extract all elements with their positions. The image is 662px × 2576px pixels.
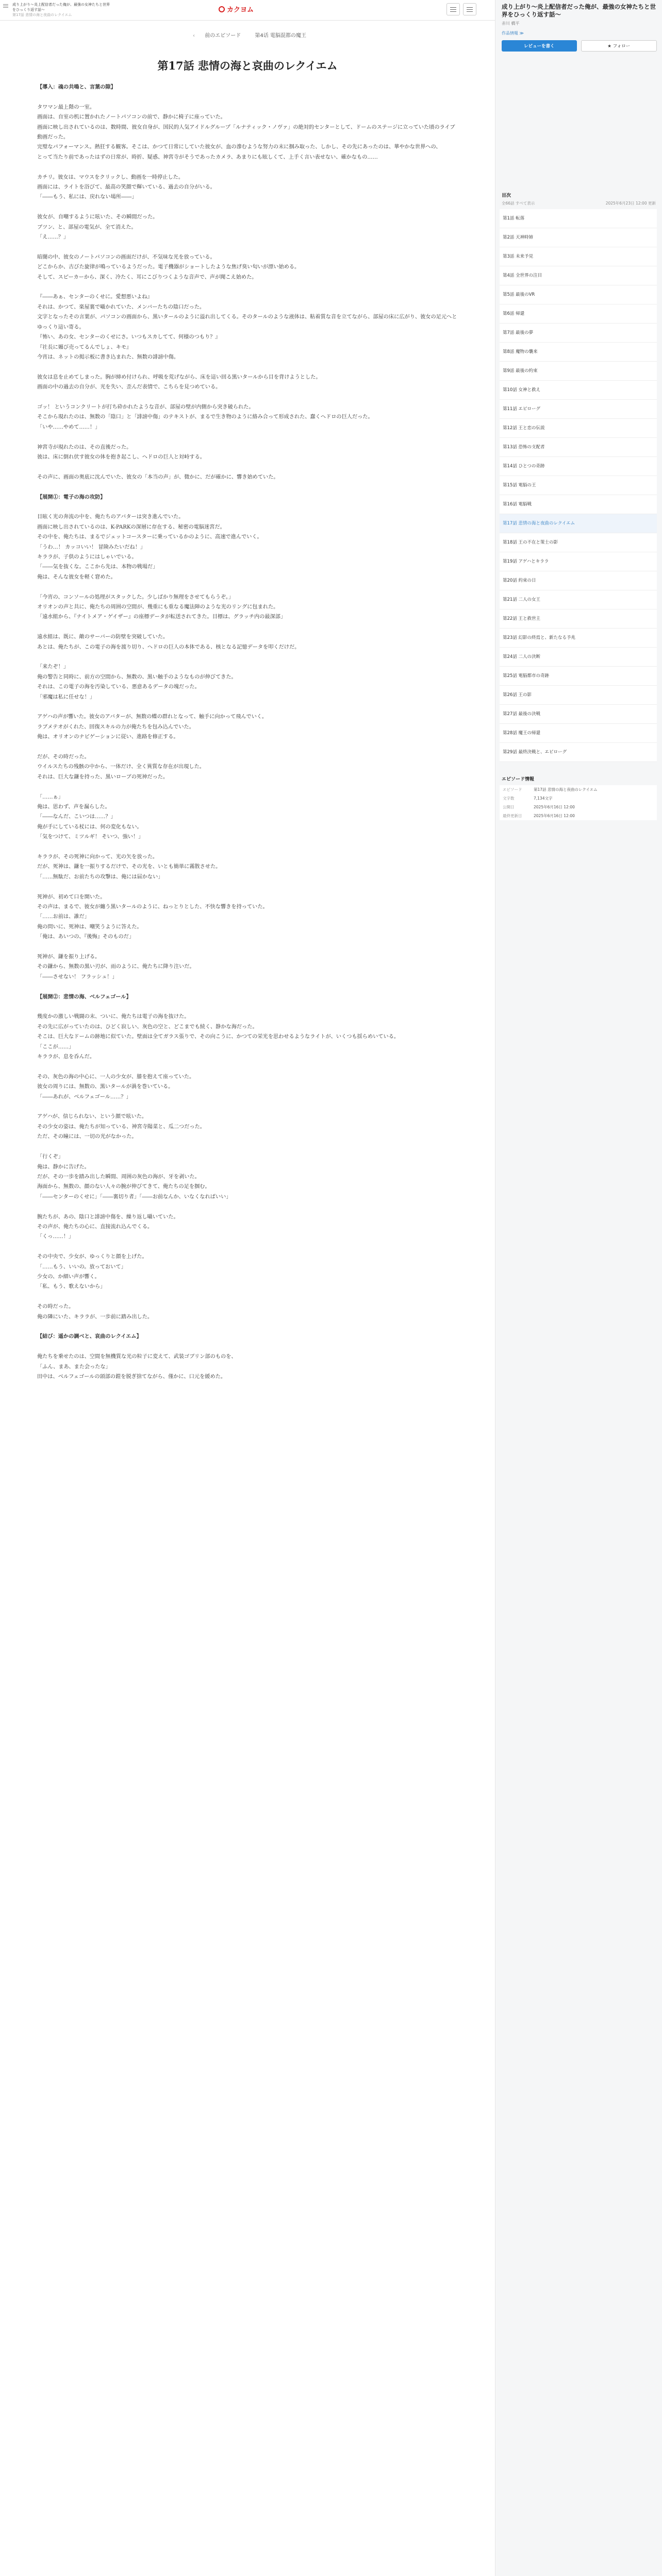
body-paragraph: 「今宵の、コンソールの処理がスタックした。少しばかり無理をさせてもらうぞ。」: [37, 594, 234, 600]
section-heading: 【導入：魂の共鳴と、言葉の隙】: [37, 84, 116, 90]
body-paragraph: 「うわ…！ カッコいい！ 冒険みたいだね！」: [37, 544, 146, 550]
top-bar: [0, 0, 495, 21]
toc-item[interactable]: 第28話 魔王の帰還: [500, 724, 657, 743]
body-paragraph: 『――あぁ、センターのくせに。愛想悪いよね』: [37, 294, 153, 300]
body-paragraph: その声に、画面の奥底に沈んでいた、彼女の「本当の声」が、微かに、だが確かに、響き始めていた。: [37, 474, 279, 480]
body-paragraph: 俺の問いに、死神は、嘲笑うように答えた。: [37, 924, 142, 930]
settings-icon[interactable]: [446, 3, 460, 15]
body-paragraph: その中を、俺たちは、まるでジェットコースターに乗っているかのように、高速で進んでいく。: [37, 534, 262, 540]
body-paragraph: 「――なんだ、こいつは……？」: [37, 814, 116, 820]
body-paragraph: 「――あれが、ベルフェゴール……？」: [37, 1094, 131, 1100]
work-buttons: [502, 40, 657, 52]
body-paragraph: どこからか、古びた旋律が鳴っているようだった。電子機器がショートしたような焦げ臭い匂いが漂い始める。: [37, 264, 300, 270]
episode-info-key: 公開日: [503, 805, 515, 809]
toc-item[interactable]: 第20話 約束の日: [500, 571, 657, 590]
body-paragraph: その時だった。: [37, 1304, 74, 1310]
work-info-link[interactable]: 作品情報 ≫: [502, 31, 524, 36]
body-paragraph: 「ふん、まあ、また会ったな」: [37, 1364, 111, 1370]
body-paragraph: だが、死神は、鎌を一振りするだけで、その光を、いとも簡単に霧散させた。: [37, 864, 221, 870]
body-paragraph: だが、その一歩を踏み出した瞬間、周囲の灰色の海が、牙を剥いた。: [37, 1174, 200, 1180]
body-paragraph: 俺の警告と同時に、前方の空間から、無数の、黒い触手のようなものが伸びてきた。: [37, 674, 237, 680]
toc-item[interactable]: 第2話 天神時姉: [500, 228, 657, 247]
body-paragraph: 「俺は、あいつの、『後悔』そのものだ」: [37, 934, 135, 940]
body-paragraph: タワマン最上階の一室。: [37, 104, 95, 110]
section-heading: 【展開①：電子の海の攻防】: [37, 494, 106, 500]
body-paragraph: 俺は、オリオンのナビゲーションに従い、進路を修正する。: [37, 734, 179, 740]
episode-info-value: 2025年6月16日 12:00: [534, 814, 575, 818]
work-card: [495, 0, 662, 52]
body-paragraph: 画面の中の過去の自分が、光を失い、歪んだ表情で、こちらを見つめている。: [37, 384, 221, 391]
sidebar: [495, 0, 662, 2576]
episode-info-value: 2025年6月16日 12:00: [534, 805, 575, 809]
body-paragraph: 彼女が、自嘲するように呟いた、その瞬間だった。: [37, 214, 158, 221]
toc-item[interactable]: 第26話 王の影: [500, 686, 657, 705]
toc-title: 目次: [502, 193, 511, 198]
body-paragraph: 「行くぞ」: [37, 1154, 63, 1160]
toc-item[interactable]: 第25話 電脳都市の奇跡: [500, 667, 657, 686]
body-paragraph: カチリ。彼女は、マウスをクリックし、動画を一時停止した。: [37, 174, 184, 180]
body-paragraph: [37, 1202, 458, 1212]
body-paragraph: ラブメテオがくれた、回復スキルの力が俺たちを包み込んでいた。: [37, 724, 194, 730]
body-paragraph: ブツン、と、部屋の電気が、全て消えた。: [37, 224, 137, 230]
body-paragraph: [37, 1002, 458, 1012]
body-paragraph: 死神が、初めて口を開いた。: [37, 894, 106, 900]
body-paragraph: 幾度かの激しい戦闘の末、ついに、俺たちは電子の海を抜けた。: [37, 1014, 190, 1020]
body-paragraph: 文字となったその言葉が、パソコンの画面から、黒いタールのように溢れ出してくる。そのタールのような液体は、粘着質な音を立てながら、部屋の床に広がり、彼女の足元へとゆっくり這い寄る。: [37, 314, 457, 330]
episode-info-key: 最終更新日: [503, 814, 522, 818]
body-paragraph: ウイルスたちの残骸の中から、一体だけ、全く異質な存在が出現した。: [37, 764, 205, 770]
body-paragraph: 少女の、か細い声が響く。: [37, 1274, 100, 1280]
body-paragraph: 『怖い、あの女、センターのくせにさ。いつもスカしてて、何様のつもり？』: [37, 334, 221, 341]
toc-item[interactable]: 第1話 転落: [500, 209, 657, 228]
episode-info-row: [500, 794, 657, 803]
chapter-title: 第17話 悲情の海と哀曲のレクイエム: [157, 59, 338, 72]
toc-item[interactable]: 第16話 電脳戦: [500, 495, 657, 514]
body-paragraph: 「遠水組から、『ナイトメア・ゲイザー』の座標データが転送されてきた。目標は、グラッチ内の最深部」: [37, 614, 286, 620]
body-paragraph: 「邪魔は私に任せな！」: [37, 694, 95, 700]
toc-item[interactable]: 第29話 最終決戦と、エピローグ: [500, 743, 657, 762]
body-paragraph: [37, 202, 458, 212]
body-paragraph: 「……お前は、誰だ」: [37, 914, 90, 920]
episode-info-row: [500, 811, 657, 820]
work-title-link[interactable]: 成り上がり〜炎上配信者だった俺が、最強の女神たちと世界をひっくり返す話〜: [502, 3, 656, 18]
body-paragraph: 「ここが……」: [37, 1044, 74, 1050]
body-paragraph: 彼は、床に倒れ伏す彼女の体を抱き起こし、ヘドロの巨人と対峙する。: [37, 454, 205, 460]
toc-item[interactable]: 第15話 電脳の王: [500, 476, 657, 495]
body-paragraph: 画面には、ライトを浴びて、最高の笑顔で輝いている、過去の自分がいる。: [37, 184, 216, 191]
body-paragraph: 今宵は、ネットの掲示板に書き込まれた、無数の誹謗中傷。: [37, 354, 179, 360]
toc-item[interactable]: 第10話 女神と救え: [500, 381, 657, 400]
body-paragraph: 「……ぁ」: [37, 794, 63, 800]
toc-item[interactable]: 第9話 最後の約束: [500, 362, 657, 381]
body-paragraph: 遠水組は、既に、敵のサーバーの防壁を突破していた。: [37, 634, 169, 640]
body-paragraph: [37, 982, 458, 992]
toc-item[interactable]: 第6話 帰還: [500, 304, 657, 324]
write-review-button[interactable]: レビューを書く: [502, 40, 577, 52]
episode-info-value: 第17話 悲情の海と夜曲のレクイエム: [534, 787, 598, 792]
episode-info-key: エピソード: [503, 787, 522, 792]
prev-episode-link[interactable]: ‹ 前のエピソード: [193, 33, 241, 39]
body-paragraph: 目眩く光の奔流の中を、俺たちのアバターは突き進んでいた。: [37, 514, 184, 520]
body-paragraph: [37, 393, 458, 402]
follow-button[interactable]: ★ フォロー: [581, 40, 657, 52]
body-paragraph: [37, 482, 458, 492]
body-paragraph: 俺は、静かに告げた。: [37, 1164, 90, 1170]
body-paragraph: その先に広がっていたのは、ひどく寂しい、灰色の空と、どこまでも続く、静かな海だった。: [37, 1024, 258, 1030]
top-right-icons: [446, 3, 476, 15]
body-paragraph: [37, 92, 458, 102]
body-paragraph: ただ、その瞳には、一切の光がなかった。: [37, 1134, 137, 1140]
top-episode-sub: 第17話 悲情の海と夜曲のレクイエム: [12, 13, 72, 17]
body-paragraph: [37, 842, 458, 852]
toc-list: [500, 209, 657, 762]
body-paragraph: 俺たちを乗せたのは、空間を無機質な光の粒子に変えて、武装ゴブリン部のものを、: [37, 1354, 237, 1360]
menu-icon[interactable]: [3, 3, 9, 9]
episode-info-row: [500, 803, 657, 811]
toc-item[interactable]: 第17話 悲情の海と夜曲のレクイエム: [500, 514, 657, 533]
toc-item[interactable]: 第24話 二人の決断: [500, 648, 657, 667]
section-heading: 【結び：遥かの調べと、哀曲のレクイエム】: [37, 1333, 142, 1340]
episode-info-key: 文字数: [503, 796, 515, 801]
body-paragraph: 田中は、ベルフェゴールの頭部の鎧を脱ぎ捨てながら、僅かに、口元を緩めた。: [37, 1374, 226, 1380]
body-paragraph: 「……無駄だ、お前たちの攻撃は、俺には届かない」: [37, 874, 163, 880]
body-paragraph: キララが、その死神に向かって、光の矢を放った。: [37, 854, 158, 860]
toc-toggle-icon[interactable]: [463, 3, 476, 15]
body-paragraph: そこは、巨大なドームの跡地に似ていた。壁面は全てガラス張りで、その向こうに、かつての栄光を思わせるようなライトが、いくつも揺らめいている。: [37, 1034, 400, 1040]
body-paragraph: [37, 782, 458, 792]
body-paragraph: [37, 582, 458, 592]
toc-item[interactable]: 第12話 王と恋の伝説: [500, 419, 657, 438]
body-paragraph: [37, 502, 458, 512]
toc-item[interactable]: 第27話 最後の決戦: [500, 705, 657, 724]
body-paragraph: [37, 1342, 458, 1352]
body-paragraph: その少女の姿は、俺たちが知っている、神宮寺陽菜と、瓜二つだった。: [37, 1124, 205, 1130]
toc-updated: 2025年6月23日 12:00 更新: [605, 201, 656, 206]
toc-item[interactable]: 第14話 ひとつの奇跡: [500, 457, 657, 476]
body-paragraph: 『社長に媚び売ってるんでしょ、キモ』: [37, 344, 132, 350]
body-paragraph: 「え……？」: [37, 234, 69, 241]
body-paragraph: [37, 432, 458, 442]
body-paragraph: 「――センターのくせに」「――裏切り者」「――お前なんか、いなくなればいい」: [37, 1194, 231, 1200]
body-paragraph: [37, 652, 458, 662]
toc-item[interactable]: 第18話 王の不在と策士の影: [500, 533, 657, 552]
body-paragraph: 死神が、鎌を振り上げる。: [37, 954, 101, 960]
body-paragraph: 暗闇の中、彼女のノートパソコンの画面だけが、不気味な光を放っている。: [37, 254, 216, 260]
toc-item[interactable]: 第21話 二人の女王: [500, 590, 657, 609]
episode-body: [37, 82, 458, 1382]
body-paragraph: 「気をつけて、ミツルギ！ そいつ、強い！」: [37, 834, 144, 840]
toc-item[interactable]: 第8話 魔物の襲来: [500, 343, 657, 362]
top-title-text: 成り上がり〜炎上配信者だった俺が、最強の女神たちと世界をひっくり返す話〜: [12, 3, 110, 12]
body-paragraph: 「くっ……！」: [37, 1234, 74, 1240]
section-heading: 【展開②：悲情の海、ベルフェゴール】: [37, 993, 131, 1000]
body-paragraph: 俺の隣にいた、キララが、一歩前に踏み出した。: [37, 1314, 153, 1320]
logo-text: カクヨム: [227, 6, 254, 14]
body-paragraph: オリオンの声と共に、俺たちの周囲の空間が、幾重にも重なる魔法陣のような光のリングに包まれた。: [37, 604, 279, 610]
body-paragraph: アゲハが、信じられない、という顔で呟いた。: [37, 1114, 147, 1120]
body-paragraph: そして、スピーカーから、深く、冷たく、耳にこびりつくような音声で、声が聞こえ始めた。: [37, 274, 257, 280]
body-paragraph: 「いや……やめて……！」: [37, 424, 101, 430]
toc-item[interactable]: 第23話 幻影の終焉と、新たなる予兆: [500, 629, 657, 648]
toc-meta: [495, 198, 662, 209]
toc-item[interactable]: 第13話 恐怖の支配者: [500, 438, 657, 457]
body-paragraph: [37, 282, 458, 292]
body-paragraph: [37, 362, 458, 372]
top-novel-title[interactable]: [12, 2, 110, 18]
body-paragraph: あとは、俺たちが、この電子の海を渡り切り、ヘドロの巨人の本体である、核となる記憶データを叩くだけだ。: [37, 644, 300, 650]
body-paragraph: [37, 942, 458, 952]
chevron-left-icon: ‹: [193, 33, 197, 39]
toc-item[interactable]: 第5話 最後のVR: [500, 285, 657, 304]
body-paragraph: [37, 1322, 458, 1332]
body-paragraph: [37, 1292, 458, 1302]
body-paragraph: [37, 462, 458, 472]
body-paragraph: それは、かつて、楽屋裏で囁かれていた、メンバーたちの陰口だった。: [37, 304, 205, 310]
episode-info: [500, 785, 657, 820]
author-link[interactable]: 赤川 橋平: [502, 21, 520, 26]
episode-info-row: [500, 785, 657, 794]
body-paragraph: 画面に映し出されているのは、数時間、彼女自身が、国民的人気アイドルグループ「ルナティック・ノヴァ」の絶対的センターとして、ドームのステージに立っていた頃のライブ動画だった。: [37, 124, 455, 141]
toc-item[interactable]: 第19話 アゲハとキララ: [500, 552, 657, 571]
body-paragraph: キララが、子供のようにはしゃいでいる。: [37, 554, 137, 560]
body-paragraph: 彼女の周りには、無数の、黒いタールが渦を巻いている。: [37, 1084, 174, 1090]
body-paragraph: ゴッ！ というコンクリートが打ち砕かれたような音が、部屋の壁が内側から突き破られた。: [37, 404, 254, 410]
body-paragraph: 「……もう、いいの。放っておいて」: [37, 1264, 126, 1270]
body-paragraph: 「――させない！ フラッシュ！」: [37, 974, 118, 980]
body-paragraph: 画面は、自室の机に置かれたノートパソコンの前で、静かに椅子に座っていた。: [37, 114, 226, 121]
body-paragraph: [37, 702, 458, 712]
body-paragraph: [37, 882, 458, 892]
body-paragraph: その、灰色の海の中心に、一人の少女が、膝を抱えて座っていた。: [37, 1074, 195, 1080]
body-paragraph: それは、巨大な鎌を持った、黒いローブの死神だった。: [37, 774, 169, 780]
toc-item[interactable]: 第11話 エピローグ: [500, 400, 657, 419]
breadcrumb: [0, 31, 495, 39]
body-paragraph: 俺が手にしている杖には、何の変化もない。: [37, 824, 142, 830]
body-paragraph: だが、その時だった。: [37, 754, 90, 760]
section-link[interactable]: 第4话 電脳混都の魔王: [255, 33, 306, 39]
toc-show-all-link[interactable]: 全66話 すべて表示: [502, 201, 535, 206]
toc-item[interactable]: 第22話 王と救世主: [500, 609, 657, 629]
episode-info-title: エピソード情報: [502, 777, 535, 782]
body-paragraph: 完璧なパフォーマンス。熱狂する観客。そこは、かつて日常にしていた彼女が、血の滲むような努力の末に掴み取った、しかし、その先にあったのは、華やかな世界への、: [37, 144, 441, 150]
body-paragraph: 神宮寺が現れたのは、その直後だった。: [37, 444, 132, 450]
body-paragraph: そこから現れたのは、無数の「陰口」と「誹謗中傷」のテキストが、まるで生き物のように絡み合って形成された、蠢くヘドロの巨人だった。: [37, 414, 373, 420]
body-paragraph: その鎌から、無数の黒い刃が、雨のように、俺たちに降り注いだ。: [37, 964, 195, 970]
body-paragraph: 画面に映し出されているのは、K-PARKの深層に存在する、秘密の電脳迷宮だ。: [37, 524, 225, 530]
toc-item[interactable]: 第3話 未来予見: [500, 247, 657, 266]
body-paragraph: [37, 242, 458, 252]
logo-mark-icon: [219, 6, 225, 12]
body-paragraph: [37, 1142, 458, 1152]
body-paragraph: 彼女は息を止めてしまった。胸が締め付けられ、呼吸を荒げながら、床を這い回る黒いタールから目を背けようとした。: [37, 374, 321, 380]
body-paragraph: [37, 1102, 458, 1112]
toc-item[interactable]: 第7話 最後の夢: [500, 324, 657, 343]
site-logo[interactable]: [219, 4, 254, 14]
body-paragraph: [37, 1062, 458, 1072]
body-paragraph: 俺は、そんな彼女を軽く窘めた。: [37, 574, 116, 580]
body-paragraph: アゲハの声が響いた。彼女のアバターが、無数の蝶の群れとなって、触手に向かって飛んでいく。: [37, 714, 268, 720]
toc-item[interactable]: 第4話 全世界の注目: [500, 266, 657, 285]
body-paragraph: それは、この電子の海を汚染している、悪意あるデータの塊だった。: [37, 684, 200, 690]
body-paragraph: その中央で、少女が、ゆっくりと顔を上げた。: [37, 1254, 147, 1260]
body-paragraph: 「私、もう、歌えないから」: [37, 1284, 106, 1290]
body-paragraph: 「――気を抜くな。ここから先は、本物の戦場だ」: [37, 564, 158, 570]
body-paragraph: とって当たり前であったはずの日常が、時折、疑惑、神宮寺がそうであったカメラ、あまりにも眩しくて、上手く言い表せない、確かなもの……: [37, 154, 378, 160]
body-paragraph: 海面から、無数の、顔のない人々の腕が伸びてきて、俺たちの足を掴む。: [37, 1184, 210, 1190]
body-paragraph: 「来たぞ！」: [37, 664, 69, 670]
body-paragraph: [37, 1242, 458, 1252]
body-paragraph: 俺は、思わず、声を漏らした。: [37, 804, 110, 810]
body-paragraph: その声が、俺たちの心に、直接流れ込んでくる。: [37, 1224, 153, 1230]
body-paragraph: キララが、息を呑んだ。: [37, 1054, 95, 1060]
body-paragraph: [37, 742, 458, 752]
body-paragraph: [37, 622, 458, 632]
episode-info-value: 7,134文字: [534, 796, 553, 801]
body-paragraph: 「――もう、私には、戻れない場所――」: [37, 194, 137, 200]
body-paragraph: 腕たちが、あの、陰口と誹謗中傷を、繰り返し囁いていた。: [37, 1214, 179, 1220]
body-paragraph: [37, 162, 458, 172]
body-paragraph: その声は、まるで、彼女が纏う黒いタールのように、ねっとりとした、不快な響きを持っていた。: [37, 904, 268, 910]
